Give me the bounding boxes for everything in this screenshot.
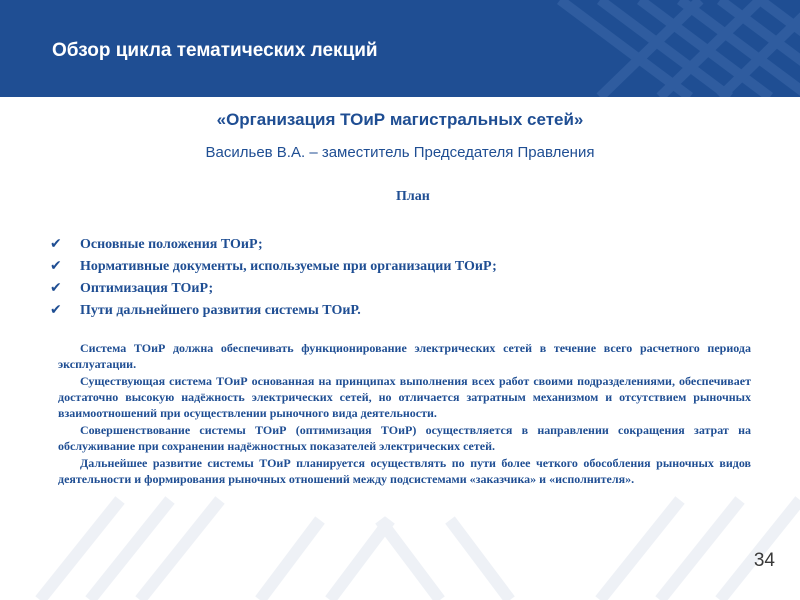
page-number: 34 [753,550,775,571]
lecture-author: Васильев В.А. – заместитель Председателя Правления [205,144,595,161]
body-paragraph: Существующая система ТОиР основанная на принципах выполнения всех работ своими подразделениями, обеспечивает достаточно высокую надёжность электрических сетей, но отличается затратным механизмом и отсутствием рыночных взаимоотношений при осуществлении рыночного вида деятельности. [58,374,751,420]
plan-item-text: Нормативные документы, используемые при организации ТОиР; [80,259,497,274]
plan-item [50,277,497,299]
plan-item-text: Основные положения ТОиР; [80,237,263,252]
checkmark-icon: ✔ [50,302,62,318]
plan-title: План [396,189,430,204]
plan-item-text: Оптимизация ТОиР; [80,281,214,296]
lecture-subtitle: «Организация ТОиР магистральных сетей» [216,110,584,129]
body-paragraph: Система ТОиР должна обеспечивать функционирование электрических сетей в течение всего расчетного периода эксплуатации. [58,341,751,371]
header-bar [0,0,800,97]
body-paragraph: Совершенствование системы ТОиР (оптимизация ТОиР) осуществляется в направлении сокращения затрат на обслуживание при сохранении надёжностных показателей электрических сетей. [58,423,751,453]
plan-item-text: Пути дальнейшего развития системы ТОиР. [80,303,361,318]
checkmark-icon: ✔ [50,280,62,296]
checkmark-icon: ✔ [50,258,62,274]
plan-item [50,233,497,255]
body-text [58,340,751,488]
plan-list [50,233,497,321]
footer-watermark [0,480,800,600]
plan-item [50,299,497,321]
body-paragraph: Дальнейшее развитие системы ТОиР планируется осуществлять по пути более четкого обособления рыночных видов деятельности и формирования рыночных отношений между подсистемами «заказчика» и «исполнителя». [58,456,751,486]
plan-item [50,255,497,277]
checkmark-icon: ✔ [50,236,62,252]
header-title: Обзор цикла тематических лекций [52,40,378,61]
